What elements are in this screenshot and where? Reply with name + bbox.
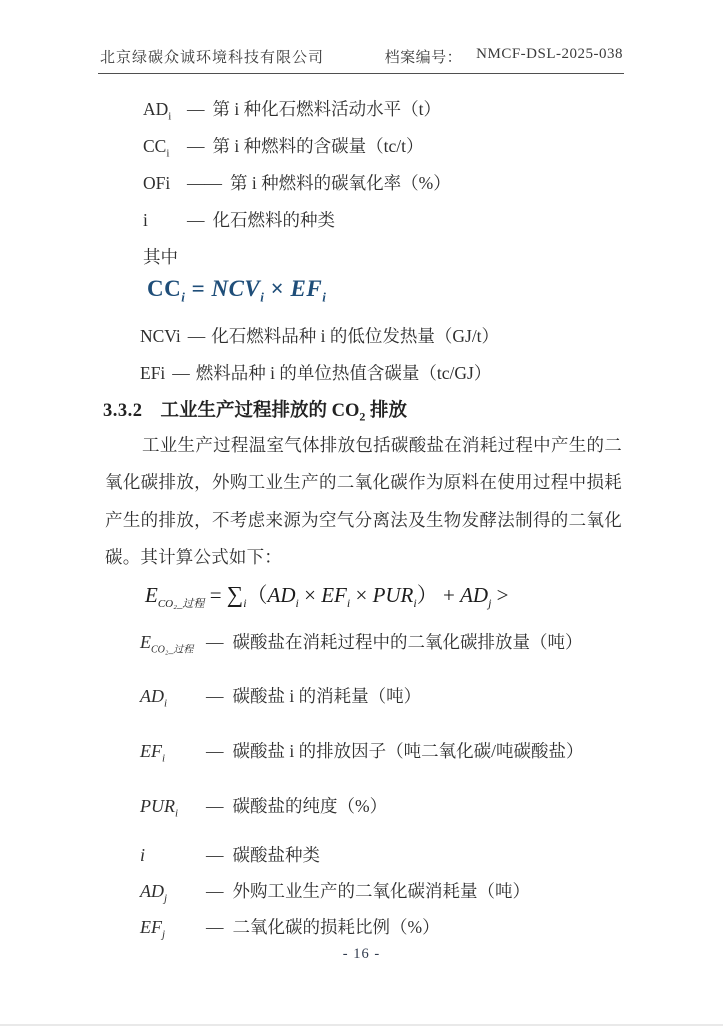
definition-row-ncvi [140, 323, 499, 348]
dash: — [206, 632, 224, 652]
definition-row-e-process [140, 629, 583, 656]
symbol: i [143, 210, 148, 230]
symbol: $AD_i$ [140, 686, 168, 710]
dash: — [206, 917, 224, 937]
dash: — [187, 99, 205, 119]
dash: — [206, 741, 224, 761]
definition-text: 第 i 种化石燃料活动水平（t） [212, 99, 441, 119]
symbol: $E_{CO_2\_过程}$ [140, 632, 194, 656]
symbol: $AD_i$ [143, 99, 172, 123]
definition-row-ad-j [140, 878, 530, 905]
symbol: $AD_j$ [140, 881, 168, 905]
section-number: 3.3.2 [103, 401, 143, 421]
definition-text: 化石燃料品种 i 的低位发热量（GJ/t） [211, 326, 500, 346]
symbol: $CC_i$ [143, 136, 170, 160]
dash: — [206, 881, 224, 901]
definition-row-ad-i [140, 683, 421, 710]
dash: — [206, 796, 224, 816]
definition-row-ef-i [140, 738, 583, 765]
dash: — [187, 210, 205, 230]
definition-row-pur-i [140, 793, 387, 820]
dash: —— [187, 173, 222, 193]
carbon-content-formula: $CC_i = NCV_i \times EF_i$ [147, 276, 327, 305]
dash: — [206, 845, 224, 865]
archive-number: NMCF-DSL-2025-038 [476, 46, 623, 62]
definition-row-ef-j [140, 914, 440, 941]
definition-row-adi [143, 96, 441, 123]
definition-text: 碳酸盐 i 的排放因子（吨二氧化碳/吨碳酸盐） [232, 741, 584, 761]
definition-row-i [143, 207, 335, 234]
definition-text: 二氧化碳的损耗比例（%） [232, 917, 440, 937]
dash: — [206, 686, 224, 706]
definition-text: 第 i 种燃料的含碳量（tc/t） [212, 136, 424, 156]
definition-text: 碳酸盐的纯度（%） [232, 796, 388, 816]
page-number: - 16 - [342, 946, 381, 962]
definition-text: 外购工业生产的二氧化碳消耗量（吨） [232, 881, 530, 901]
definition-row-efi [140, 360, 491, 385]
definition-row-cci [143, 133, 423, 160]
definition-text: 碳酸盐在消耗过程中的二氧化碳排放量（吨） [232, 632, 583, 652]
definition-text: 化石燃料的种类 [212, 210, 335, 230]
body-paragraph: 工业生产过程温室气体排放包括碳酸盐在消耗过程中产生的二氧化碳排放，外购工业生产的二氧化碳作为原料在使用过程中损耗产生的排放，不考虑来源为空气分离法及生物发酵法制得的二氧化碳。其计算公式如下： [105, 435, 622, 568]
symbol: $EF_j$ [140, 917, 166, 941]
symbol: i [140, 845, 146, 865]
formula-lhs: CC [147, 276, 182, 301]
symbol: EFi [140, 363, 166, 383]
dash: — [187, 136, 205, 156]
symbol: OFi [143, 173, 171, 193]
header-divider [98, 73, 624, 74]
symbol: $PUR_i$ [140, 796, 179, 820]
archive-label: 档案编号： [384, 50, 463, 66]
page-header [100, 46, 623, 67]
section-title: 工业生产过程排放的 CO [160, 401, 360, 421]
definition-text: 碳酸盐 i 的消耗量（吨） [232, 686, 422, 706]
archive-info [385, 46, 623, 67]
dash: — [187, 326, 206, 346]
definition-text: 燃料品种 i 的单位热值含碳量（tc/GJ） [195, 363, 492, 383]
definition-text: 第 i 种燃料的碳氧化率（%） [230, 173, 451, 193]
process-emission-formula: $E_{CO_2\_过程} = \sum_i(AD_i \times EF_i \times PUR_i) + AD_j$ > [145, 582, 509, 611]
symbol: NCVi [140, 326, 181, 346]
sigma-symbol: ∑ [226, 582, 244, 607]
definition-row-i-process [140, 842, 320, 869]
company-name: 北京绿碳众诚环境科技有限公司 [100, 50, 325, 66]
dash: — [172, 363, 190, 383]
definition-text: 碳酸盐种类 [232, 845, 320, 865]
among-label: 其中 [143, 247, 178, 267]
definition-row-ofi [143, 170, 451, 197]
symbol: $EF_i$ [140, 741, 166, 765]
section-heading: 3.3.2 工业生产过程排放的 $CO_2$ 排放 [103, 401, 408, 424]
